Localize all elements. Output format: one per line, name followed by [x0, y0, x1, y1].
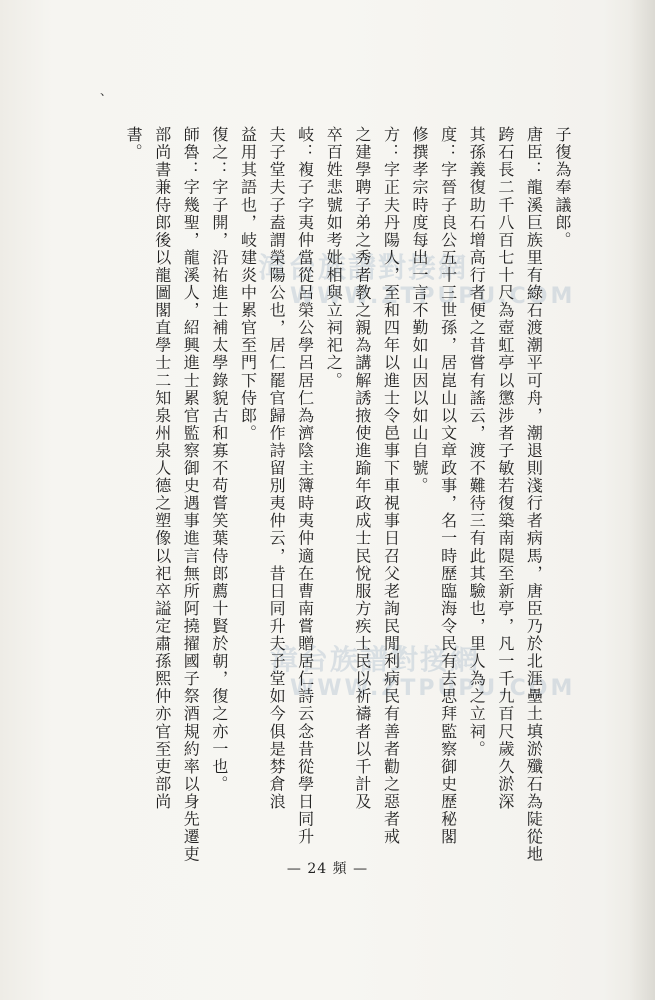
binding-shadow — [629, 0, 655, 1000]
text-column: 方：字正夫丹陽人，至和四年以進士令邑事下車視事日召父老詢民閒利病民有善者勸之惡者戒 — [381, 126, 401, 846]
text-column: 師魯：字幾聖，龍溪人，紹興進士累官監察御史遇事進言無所阿撓擢國子祭酒規約率以身先遷吏 — [181, 126, 201, 864]
text-column: 度：字晉子良公五十三世孫，居崑山以文章政事，名一時歷臨海令民有去思拜監察御史歷秘閣 — [438, 126, 458, 846]
watermark-text: 漳台族譜對接網 — [270, 643, 481, 676]
text-column: 岐：複子字夷仲當從呂榮公學呂居仁為濟陰主簿時夷仲適在曹南嘗贈居仁詩云念昔從學日同升 — [295, 126, 315, 846]
watermark-url: WWW.ZTPUPU.COM — [290, 284, 576, 309]
text-column: 夫子堂夫子盍謂榮陽公也，居仁罷官歸作詩留別夷仲云，昔日同升夫子堂如今俱是棼倉浪 — [267, 126, 287, 811]
page-number: — 24 頻 — — [286, 861, 369, 877]
margin-mark: 、 — [100, 84, 113, 98]
text-column: 跨石長二千八百七十尺為壺虹亭以懲涉者子敏若復築南隄至新亭，凡一千九百尺歲久淤深 — [495, 126, 515, 811]
text-column: 修撰孝宗時度每出一言不勤如山因以如山自號。 — [410, 126, 430, 495]
text-column: 部尚書兼侍郎後以龍圖閣直學士二知泉州泉人德之塑像以祀卒謚定肅孫熙仲亦官至吏部尚 — [152, 126, 172, 811]
text-column: 書。 — [124, 126, 144, 162]
text-column: 之建學聘子弟之秀者教之親為講解誘掖使進踰年政成士民悅服方疾士民以祈禱者以千計及 — [352, 126, 372, 811]
text-column: 唐臣：龍溪巨族里有綠石渡潮平可舟，潮退則淺行者病馬，唐臣乃於北涯壘土填淤殲石為陡從地 — [524, 126, 544, 864]
vertical-text-block — [70, 126, 570, 926]
text-column: 子復為奉議郎。 — [553, 126, 572, 249]
watermark-url: WWW.ZTPUPU.COM — [290, 676, 576, 701]
watermark-text: 漳台族譜對接網 — [258, 251, 469, 284]
text-column: 其孫義復助石增高行者便之昔嘗有謠云，渡不難待三有此其驗也，里人為之立祠。 — [467, 126, 487, 758]
text-column: 卒百姓悲號如考妣相與立祠祀之。 — [324, 126, 344, 390]
text-column: 復之：字子開，沿祐進士補太學錄貌古和寡不苟嘗笑葉侍郎薦十賢於朝，復之亦一也。 — [209, 126, 229, 793]
text-column: 益用其語也，岐建炎中累官至門下侍郎。 — [238, 126, 258, 442]
